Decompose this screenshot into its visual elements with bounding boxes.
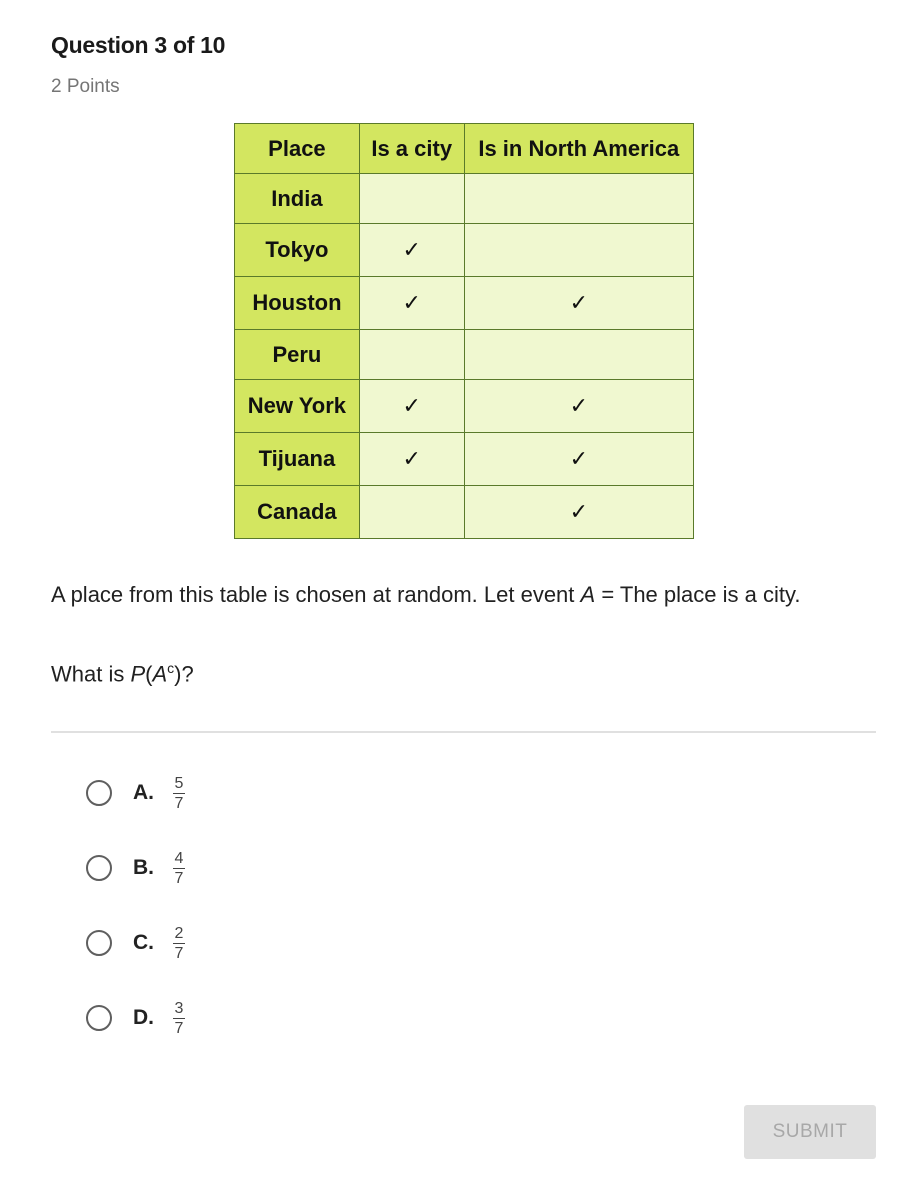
- submit-button[interactable]: SUBMIT: [744, 1105, 876, 1159]
- place-cell: Peru: [235, 330, 360, 380]
- north-america-cell: [464, 224, 693, 277]
- city-cell: ✓: [359, 224, 464, 277]
- radio-button[interactable]: [86, 855, 112, 881]
- event-variable: A: [152, 661, 168, 687]
- numerator: 3: [174, 999, 184, 1017]
- question-prompt: [51, 582, 800, 608]
- city-cell: ✓: [359, 277, 464, 330]
- north-america-cell: [464, 174, 693, 224]
- complement-superscript: c: [167, 660, 175, 676]
- north-america-cell: ✓: [464, 380, 693, 433]
- table-row: [235, 174, 694, 224]
- points-label: 2 Points: [51, 76, 120, 97]
- table-row: [235, 486, 694, 539]
- place-cell: Tijuana: [235, 433, 360, 486]
- table-row: [235, 380, 694, 433]
- fraction: [173, 925, 185, 962]
- denominator: 7: [174, 944, 184, 962]
- column-header-is-a-city: Is a city: [359, 124, 464, 174]
- event-variable: A: [580, 582, 596, 607]
- place-cell: Canada: [235, 486, 360, 539]
- option-letter: B.: [133, 856, 154, 879]
- column-header-north-america: Is in North America: [464, 124, 693, 174]
- fraction-bar: [173, 1018, 185, 1019]
- question-title: Question 3 of 10: [51, 32, 226, 58]
- option-letter: C.: [133, 931, 154, 954]
- table-row: [235, 224, 694, 277]
- answer-option-d[interactable]: [86, 998, 185, 1038]
- table-row: [235, 433, 694, 486]
- fraction: [173, 850, 185, 887]
- option-letter: A.: [133, 781, 154, 804]
- fraction: [173, 775, 185, 812]
- numerator: 5: [174, 774, 184, 792]
- denominator: 7: [174, 869, 184, 887]
- denominator: 7: [174, 794, 184, 812]
- north-america-cell: [464, 330, 693, 380]
- fraction-bar: [173, 943, 185, 944]
- place-cell: New York: [235, 380, 360, 433]
- north-america-cell: ✓: [464, 486, 693, 539]
- place-cell: India: [235, 174, 360, 224]
- answer-option-c[interactable]: [86, 923, 185, 963]
- question-prefix: What is: [51, 661, 131, 687]
- prompt-text: A place from this table is chosen at random. Let event: [51, 582, 581, 607]
- table-row: [235, 330, 694, 380]
- divider: [51, 731, 876, 733]
- denominator: 7: [174, 1019, 184, 1037]
- place-cell: Tokyo: [235, 224, 360, 277]
- north-america-cell: ✓: [464, 277, 693, 330]
- prompt-text: = The place is a city.: [595, 582, 801, 607]
- numerator: 4: [174, 849, 184, 867]
- fraction-bar: [173, 868, 185, 869]
- places-table: [234, 123, 694, 539]
- city-cell: [359, 174, 464, 224]
- radio-button[interactable]: [86, 930, 112, 956]
- city-cell: [359, 330, 464, 380]
- paren-close: )?: [174, 661, 194, 687]
- fraction: [173, 1000, 185, 1037]
- table-row: [235, 277, 694, 330]
- city-cell: ✓: [359, 380, 464, 433]
- column-header-place: Place: [235, 124, 360, 174]
- radio-button[interactable]: [86, 780, 112, 806]
- option-letter: D.: [133, 1006, 154, 1029]
- answer-option-b[interactable]: [86, 848, 185, 888]
- fraction-bar: [173, 793, 185, 794]
- city-cell: [359, 486, 464, 539]
- answer-option-a[interactable]: [86, 773, 185, 813]
- city-cell: ✓: [359, 433, 464, 486]
- probability-symbol: P: [130, 661, 146, 687]
- question-text: [51, 660, 194, 687]
- radio-button[interactable]: [86, 1005, 112, 1031]
- north-america-cell: ✓: [464, 433, 693, 486]
- numerator: 2: [174, 924, 184, 942]
- table-header-row: [235, 124, 694, 174]
- paren-open: (: [145, 661, 153, 687]
- place-cell: Houston: [235, 277, 360, 330]
